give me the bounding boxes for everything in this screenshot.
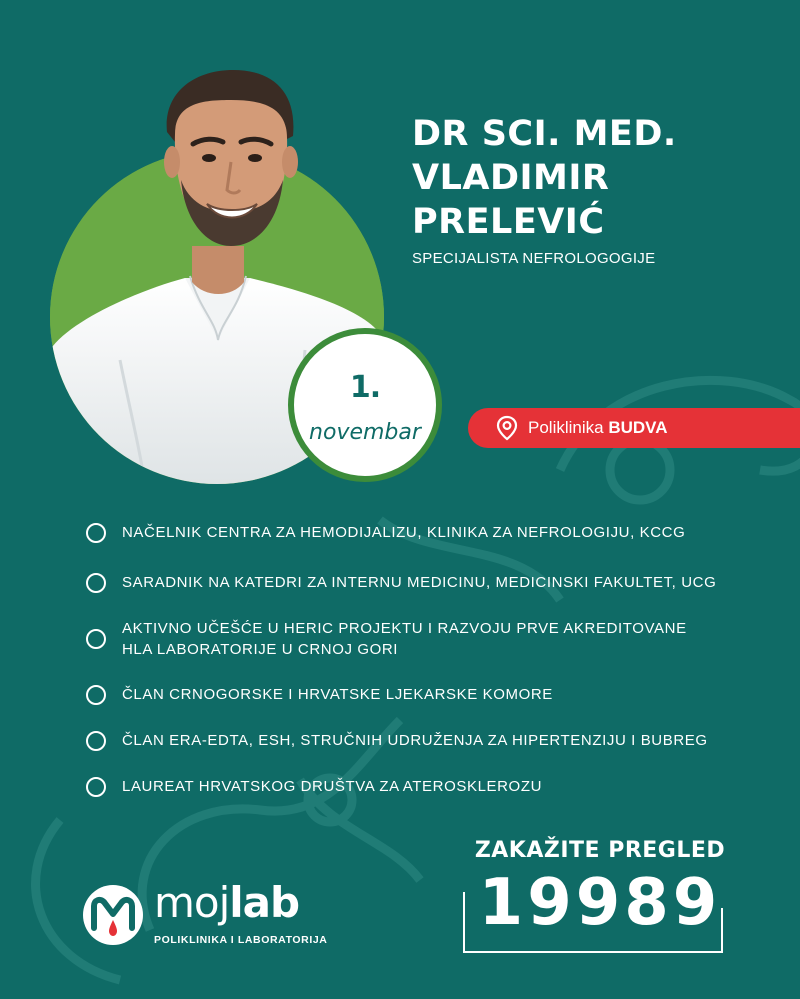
cta-phone-number[interactable]: 19989 — [478, 866, 722, 940]
credential-text — [122, 618, 687, 660]
credential-text: LAUREAT HRVATSKOG DRUŠTVA ZA ATEROSKLEROZU — [122, 778, 543, 795]
circle-bullet-icon — [86, 685, 106, 705]
credential-text: ČLAN CRNOGORSKE I HRVATSKE LJEKARSKE KOMORE — [122, 686, 553, 703]
wordmark-moj: moj — [154, 878, 230, 927]
circle-bullet-icon — [86, 731, 106, 751]
date-day: 1. — [349, 370, 381, 405]
wordmark-lab: lab — [229, 878, 300, 927]
date-month: novembar — [309, 420, 421, 445]
list-item — [86, 522, 685, 543]
list-item — [86, 618, 687, 660]
map-pin-icon — [496, 415, 518, 441]
credential-text-line-2: HLA LABORATORIJE U CRNOJ GORI — [122, 641, 399, 658]
location-prefix: Poliklinika — [528, 418, 604, 437]
credential-text: NAČELNIK CENTRA ZA HEMODIJALIZU, KLINIKA ZA NEFROLOGIJU, KCCG — [122, 524, 686, 541]
brand-tagline: POLIKLINIKA I LABORATORIJA — [154, 934, 328, 946]
circle-bullet-icon — [86, 777, 106, 797]
list-item — [86, 730, 708, 751]
doctor-name-line-3: PRELEVIĆ — [412, 202, 605, 242]
circle-bullet-icon — [86, 523, 106, 543]
doctor-specialty: SPECIJALISTA NEFROLOGOGIJE — [412, 250, 656, 267]
cta-title: ZAKAŽITE PREGLED — [474, 838, 726, 863]
credential-text: SARADNIK NA KATEDRI ZA INTERNU MEDICINU, MEDICINSKI FAKULTET, UCG — [122, 574, 717, 591]
location-city: BUDVA — [608, 418, 668, 437]
date-badge — [288, 328, 442, 482]
mojlab-wordmark — [154, 878, 299, 927]
list-item — [86, 684, 553, 705]
location-text — [528, 418, 668, 438]
list-item — [86, 776, 542, 797]
doctor-name-line-2: VLADIMIR — [412, 158, 610, 198]
mojlab-logo-icon — [82, 884, 144, 946]
doctor-name — [412, 112, 792, 244]
doctor-name-line-1: DR SCI. MED. — [412, 114, 677, 154]
location-ribbon — [468, 408, 800, 448]
credential-text: ČLAN ERA-EDTA, ESH, STRUČNIH UDRUŽENJA ZA HIPERTENZIJU I BUBREG — [122, 732, 708, 749]
credential-text-line-1: AKTIVNO UČEŠĆE U HERIC PROJEKTU I RAZVOJU PRVE AKREDITOVANE — [122, 620, 687, 637]
circle-bullet-icon — [86, 573, 106, 593]
doctor-head — [145, 62, 315, 262]
circle-bullet-icon — [86, 629, 106, 649]
list-item — [86, 572, 716, 593]
